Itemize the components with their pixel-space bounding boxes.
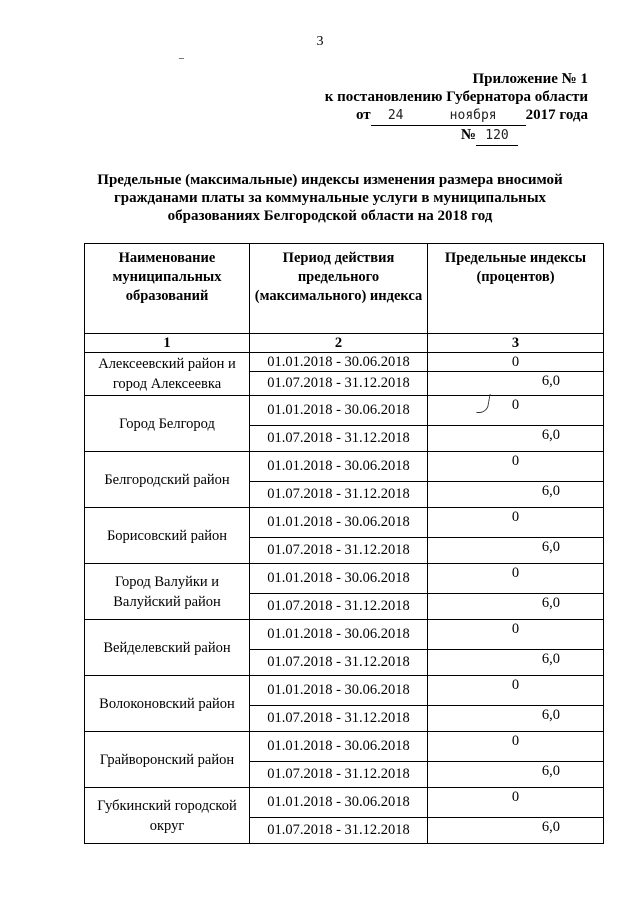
index-first-half	[428, 620, 604, 650]
index-second-half	[428, 650, 604, 676]
index-value: 0	[511, 509, 520, 525]
index-first-half	[428, 676, 604, 706]
date-month: ноября	[421, 107, 526, 126]
index-second-half	[428, 706, 604, 732]
index-first-half	[428, 508, 604, 538]
index-value: 0	[511, 354, 520, 370]
date-year: 2017 года	[525, 107, 588, 123]
period-first-half: 01.01.2018 - 30.06.2018	[250, 452, 428, 482]
table-row	[85, 732, 604, 762]
period-first-half: 01.01.2018 - 30.06.2018	[250, 353, 428, 372]
period-second-half: 01.07.2018 - 31.12.2018	[250, 372, 428, 396]
index-value: 0	[511, 789, 520, 805]
period-second-half: 01.07.2018 - 31.12.2018	[250, 650, 428, 676]
period-first-half: 01.01.2018 - 30.06.2018	[250, 620, 428, 650]
appendix-subtitle: к постановлению Губернатора области	[324, 89, 588, 105]
municipality-name: Белгородский район	[85, 452, 250, 508]
index-first-half	[428, 564, 604, 594]
index-value: 6,0	[541, 539, 560, 555]
index-value: 6,0	[541, 651, 560, 667]
index-value: 6,0	[541, 483, 560, 499]
index-second-half	[428, 594, 604, 620]
index-first-half	[428, 732, 604, 762]
page-number: 3	[316, 34, 324, 49]
period-first-half: 01.01.2018 - 30.06.2018	[250, 732, 428, 762]
column-number: 3	[428, 334, 604, 353]
index-second-half	[428, 818, 604, 844]
municipality-name: Грайворонский район	[85, 732, 250, 788]
table-row	[85, 508, 604, 538]
appendix-date-line	[325, 106, 588, 126]
index-value: 6,0	[541, 427, 560, 443]
period-second-half: 01.07.2018 - 31.12.2018	[250, 482, 428, 508]
period-first-half: 01.01.2018 - 30.06.2018	[250, 676, 428, 706]
period-first-half: 01.01.2018 - 30.06.2018	[250, 396, 428, 426]
column-number-row	[85, 334, 604, 353]
index-value: 6,0	[541, 595, 560, 611]
index-value: 6,0	[541, 373, 560, 389]
header-index: Предельные индексы (процентов)	[428, 244, 604, 334]
period-first-half: 01.01.2018 - 30.06.2018	[250, 564, 428, 594]
table-row	[85, 353, 604, 372]
index-second-half	[428, 426, 604, 452]
index-value: 0	[511, 621, 520, 637]
table-row	[85, 620, 604, 650]
index-value: 6,0	[541, 819, 560, 835]
period-second-half: 01.07.2018 - 31.12.2018	[250, 762, 428, 788]
index-second-half	[428, 482, 604, 508]
index-value: 0	[511, 397, 520, 413]
index-value: 0	[511, 677, 520, 693]
municipality-name: Вейделевский район	[85, 620, 250, 676]
indices-table	[84, 243, 604, 844]
number-prefix: №	[460, 127, 476, 143]
period-second-half: 01.07.2018 - 31.12.2018	[250, 538, 428, 564]
date-prefix: от	[355, 107, 371, 123]
index-value: 0	[511, 565, 520, 581]
header-municipality: Наименование муниципальных образований	[85, 244, 250, 334]
header-period: Период действия предельного (максимального) индекса	[250, 244, 428, 334]
index-second-half	[428, 538, 604, 564]
document-title: Предельные (максимальные) индексы изменения размера вносимой гражданами платы за коммунальные услуги в муниципальных образованиях Белгородской области на 2018 год	[97, 172, 563, 224]
column-number: 1	[85, 334, 250, 353]
municipality-name: Город Белгород	[85, 396, 250, 452]
municipality-name: Город Валуйки и Валуйский район	[85, 564, 250, 620]
period-second-half: 01.07.2018 - 31.12.2018	[250, 706, 428, 732]
municipality-name: Волоконовский район	[85, 676, 250, 732]
index-first-half	[428, 788, 604, 818]
municipality-name: Алексеевский район и город Алексеевка	[85, 353, 250, 396]
column-number: 2	[250, 334, 428, 353]
decree-number: 120	[476, 127, 518, 146]
index-value: 0	[511, 733, 520, 749]
stray-mark	[179, 58, 184, 59]
period-second-half: 01.07.2018 - 31.12.2018	[250, 594, 428, 620]
period-first-half: 01.01.2018 - 30.06.2018	[250, 788, 428, 818]
table-row	[85, 564, 604, 594]
date-day: 24	[371, 107, 421, 126]
table-row	[85, 396, 604, 426]
appendix-title: Приложение № 1	[472, 71, 588, 87]
index-value: 6,0	[541, 707, 560, 723]
municipality-name: Борисовский район	[85, 508, 250, 564]
index-value: 6,0	[541, 763, 560, 779]
index-second-half	[428, 372, 604, 396]
index-first-half	[428, 396, 604, 426]
table-row	[85, 676, 604, 706]
period-first-half: 01.01.2018 - 30.06.2018	[250, 508, 428, 538]
table-row	[85, 452, 604, 482]
appendix-header	[325, 70, 588, 146]
appendix-number-line	[325, 126, 588, 146]
period-second-half: 01.07.2018 - 31.12.2018	[250, 426, 428, 452]
municipality-name: Губкинский городской округ	[85, 788, 250, 844]
index-first-half	[428, 452, 604, 482]
table-header-row	[85, 244, 604, 334]
index-second-half	[428, 762, 604, 788]
index-value: 0	[511, 453, 520, 469]
index-first-half	[428, 353, 604, 372]
period-second-half: 01.07.2018 - 31.12.2018	[250, 818, 428, 844]
table-row	[85, 788, 604, 818]
